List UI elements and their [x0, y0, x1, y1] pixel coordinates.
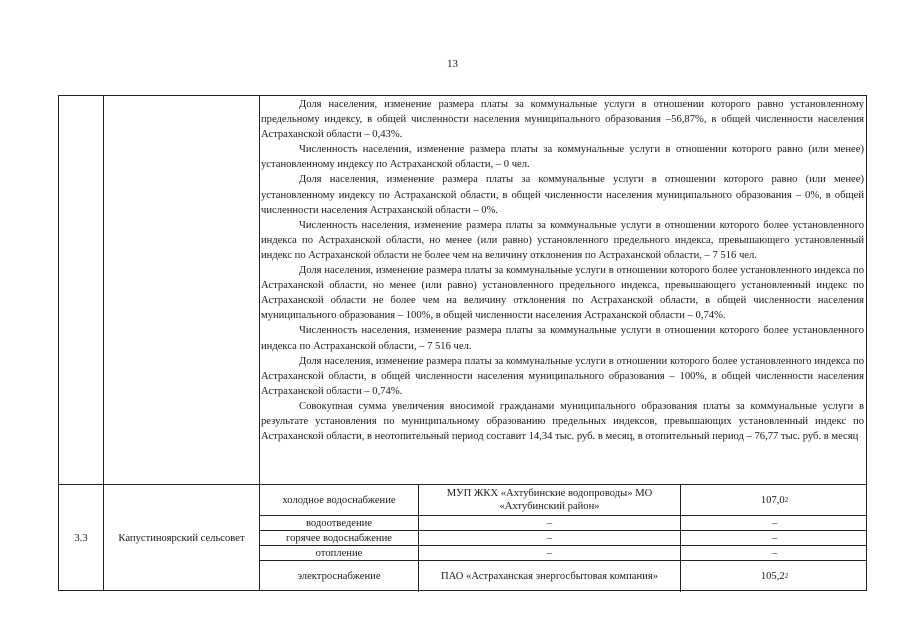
index-value: 107,0 2 [760, 494, 789, 506]
narrative-paragraph: Численность населения, изменение размера платы за коммунальные услуги в отношении которого более установленного индекса по Астраханской области, но менее (или равно) установленного предельного индекса, превышающего установленный индекс по Астраханской области не более чем на величину отклонения по Астраханской области, – 7 516 чел. [261, 219, 864, 261]
row-number: 3.3 [74, 533, 88, 544]
index-value: – [771, 547, 778, 559]
service-provider: – [546, 532, 553, 544]
page-number: 13 [447, 58, 458, 70]
service-name: холодное водоснабжение [282, 494, 396, 506]
index-value: – [771, 517, 778, 529]
narrative-paragraph: Доля населения, изменение размера платы за коммунальные услуги в отношении которого более установленного индекса по Астраханской области, но менее (или равно) установленного предельного индекса, превышающего установленный индекс по Астраханской области не более чем на величину отклонения по Астраханской области, в общей численности населения муниципального образования – 100%, в общей численности населения Астраханской области – 0,74%. [261, 265, 864, 322]
service-provider: – [546, 547, 553, 559]
narrative-paragraph: Численность населения, изменение размера платы за коммунальные услуги в отношении которого равно (или менее) установленному индексу по Астраханской области, – 0 чел. [261, 144, 864, 171]
narrative-paragraph: Доля населения, изменение размера платы за коммунальные услуги в отношении которого равно установленному предельному индексу, в общей численности населения муниципального образования –56,87%, в общей численности населения Астраханской области – 0,43%. [261, 99, 864, 141]
narrative-paragraph: Численность населения, изменение размера платы за коммунальные услуги в отношении которого более установленного индекса по Астраханской области, – 7 516 чел. [261, 325, 864, 352]
narrative-paragraph: Доля населения, изменение размера платы за коммунальные услуги в отношении которого более установленного индекса по Астраханской области, в общей численности населения муниципального образования – 100%, в общей численности населения Астраханской области – 0,74%. [261, 355, 864, 397]
narrative-paragraph: Совокупная сумма увеличения вносимой гражданами муниципального образования платы за коммунальные услуги в результате установления по муниципальному образованию предельных индексов, превышающих установленный индекс по Астраханской области, в неотопительный период составит 14,34 тыс. руб. в месяц, в отопительный период – 76,77 тыс. руб. в месяц [261, 400, 864, 443]
narrative-paragraph: Доля населения, изменение размера платы за коммунальные услуги в отношении которого равно (или менее) установленному индексу по Астраханской области, в общей численности населения муниципального образования – 0%, в общей численности населения Астраханской области – 0%. [261, 174, 864, 216]
service-provider: МУП ЖКХ «Ахтубинские водопроводы» МО «Ахтубинский район» [446, 488, 653, 512]
narrative-text [261, 97, 864, 444]
service-name: отопление [315, 547, 363, 559]
service-name: водоотведение [305, 517, 373, 529]
service-provider: ПАО «Астраханская энергосбытовая компания» [440, 570, 658, 582]
index-value: 105,2 2 [760, 570, 789, 582]
service-provider: – [546, 517, 553, 529]
tariff-table [58, 95, 867, 591]
service-name: горячее водоснабжение [286, 532, 392, 544]
municipality-name: Капустиноярский сельсовет [118, 533, 245, 544]
index-value: – [771, 532, 778, 544]
service-name: электроснабжение [297, 570, 381, 582]
